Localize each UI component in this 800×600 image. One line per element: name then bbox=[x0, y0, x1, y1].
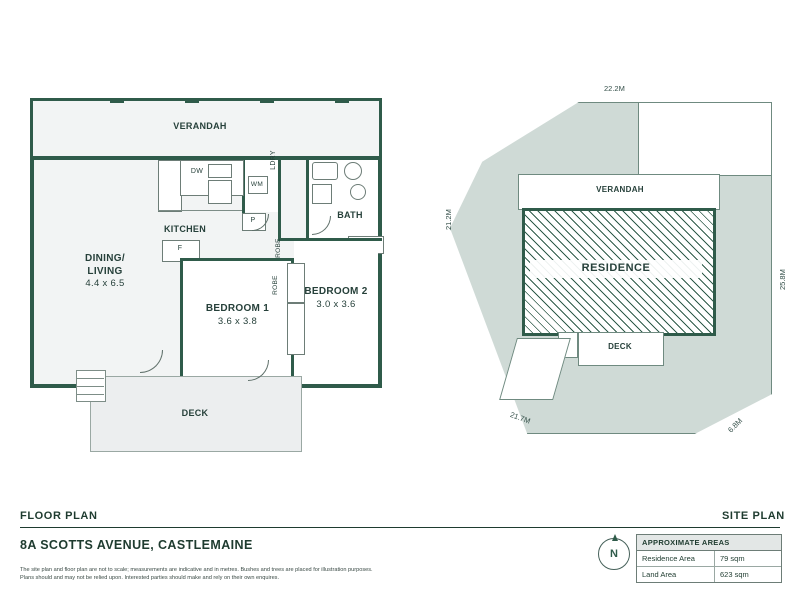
disclaimer-text: The site plan and floor plan are not to scale; measurements are indicative and in metres. Bushes and trees are placed for illustration purposes. Plans should and may not be relied upon. Interested parties should make and rely on their own enquires. bbox=[20, 567, 373, 582]
dining-living-dim: 4.4 x 6.5 bbox=[85, 278, 125, 289]
site-dim-top: 22.2M bbox=[604, 84, 625, 93]
robe-bed1-label: ROBE bbox=[272, 275, 279, 295]
areas-row-value: 623 sqm bbox=[714, 567, 781, 582]
bedroom2-name: BEDROOM 2 bbox=[304, 286, 368, 297]
bedroom2-floor bbox=[294, 241, 378, 384]
kitchen-bench-edge bbox=[158, 210, 242, 211]
stair-tread bbox=[76, 378, 104, 379]
basin bbox=[350, 184, 366, 200]
site-neighbour-cutout bbox=[638, 102, 772, 176]
bath-tub bbox=[312, 162, 338, 180]
site-deck-label: DECK bbox=[608, 342, 632, 351]
verandah-post bbox=[335, 98, 349, 103]
robe-hall-label: ROBE bbox=[275, 238, 282, 258]
site-dim-bottom-right: 6.8M bbox=[726, 416, 745, 435]
bath-label: BATH bbox=[337, 210, 363, 220]
shower bbox=[312, 184, 332, 204]
table-row bbox=[637, 567, 781, 582]
areas-row-label: Residence Area bbox=[642, 554, 695, 563]
cooktop bbox=[208, 180, 232, 204]
house-wall-right bbox=[378, 156, 382, 388]
verandah-wall-left bbox=[30, 98, 33, 156]
toilet bbox=[344, 162, 362, 180]
floor-plan-title: FLOOR PLAN bbox=[20, 510, 98, 522]
approximate-areas-table bbox=[636, 534, 782, 583]
floor-plan-drawing bbox=[20, 88, 420, 468]
bedroom2-label bbox=[296, 286, 376, 310]
bedroom2-dim: 3.0 x 3.6 bbox=[316, 298, 356, 310]
washing-machine-label: WM bbox=[250, 181, 264, 188]
laundry-label: LDRY bbox=[270, 150, 277, 170]
site-plan-drawing bbox=[430, 80, 790, 470]
site-dim-right: 25.8M bbox=[778, 269, 787, 290]
dining-living-line2: LIVING bbox=[87, 265, 123, 277]
divider bbox=[20, 527, 780, 528]
site-verandah-label: VERANDAH bbox=[596, 185, 644, 194]
dishwasher-label: DW bbox=[190, 168, 204, 175]
bedroom1-name: BEDROOM 1 bbox=[205, 303, 270, 314]
house-wall-left bbox=[30, 156, 34, 388]
site-dim-left: 21.2M bbox=[444, 209, 453, 230]
kitchen-label: KITCHEN bbox=[163, 224, 207, 234]
stair-tread bbox=[76, 394, 104, 395]
site-residence-label: RESIDENCE bbox=[530, 260, 702, 278]
verandah-label: VERANDAH bbox=[173, 121, 227, 131]
verandah-post bbox=[110, 98, 124, 103]
deck-label: DECK bbox=[181, 408, 209, 418]
bedroom1-dim: 3.6 x 3.8 bbox=[217, 315, 258, 327]
verandah-post bbox=[185, 98, 199, 103]
areas-table-header: APPROXIMATE AREAS bbox=[637, 535, 781, 551]
compass-icon bbox=[598, 538, 630, 570]
property-address: 8A SCOTTS AVENUE, CASTLEMAINE bbox=[20, 538, 253, 552]
kitchen-sink bbox=[208, 164, 232, 178]
kitchen-bench bbox=[158, 160, 182, 212]
verandah-post bbox=[260, 98, 274, 103]
verandah-wall-right bbox=[379, 98, 382, 156]
areas-row-label: Land Area bbox=[642, 570, 677, 579]
site-dim-bottom: 21.7M bbox=[508, 410, 532, 426]
fridge-label: F bbox=[177, 245, 183, 252]
verandah-wall-top bbox=[30, 98, 382, 101]
compass-north-letter: N bbox=[610, 548, 618, 560]
pantry-label: P bbox=[250, 217, 256, 224]
site-plan-title: SITE PLAN bbox=[722, 510, 785, 522]
dining-living-line1: DINING/ bbox=[85, 253, 125, 264]
bedroom1-label bbox=[185, 303, 290, 327]
dining-living-label bbox=[55, 253, 155, 290]
stair-tread bbox=[76, 386, 104, 387]
areas-row-value: 79 sqm bbox=[714, 551, 781, 566]
table-row bbox=[637, 551, 781, 567]
